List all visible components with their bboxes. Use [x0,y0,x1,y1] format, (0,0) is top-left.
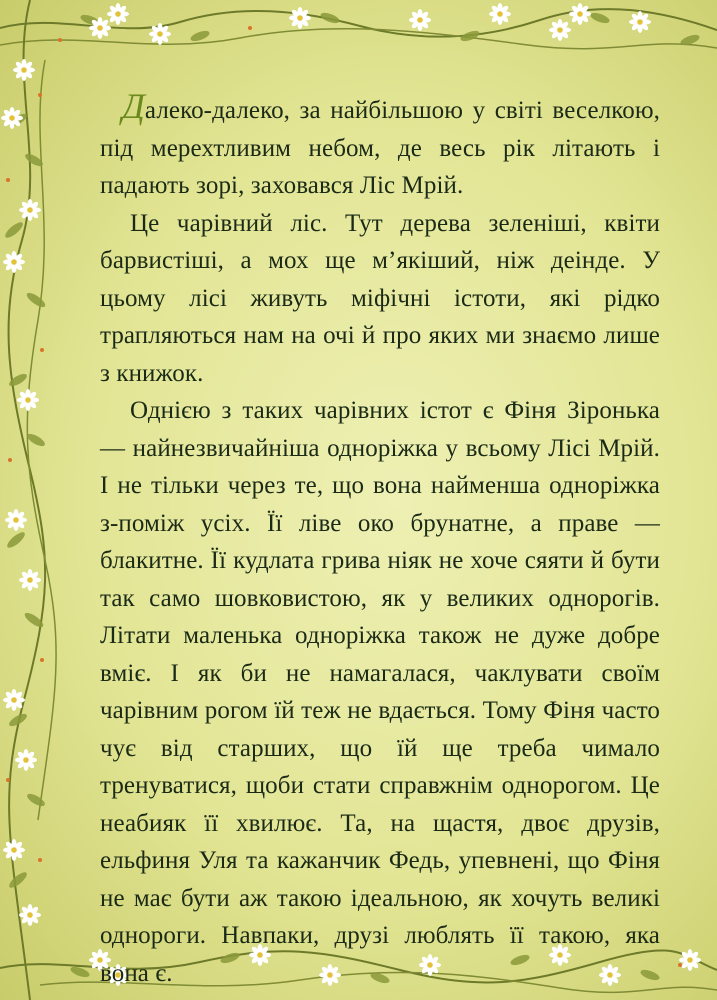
story-text [100,88,660,992]
paragraph-2: Це чарівний ліс. Тут дерева зеленіші, квіти барвистіші, а мох ще м’якіший, ніж деінде. У цьому лісі живуть міфічні істоти, які рідко трапляються нам на очі й про яких ми знаємо лише з книжок. [100,209,660,387]
paragraph-1-text: алеко-далеко, за найбільшою у світі веселкою, під мерехтливим небом, де весь рік літають і падають зорі, заховався Ліс Мрій. [100,97,660,199]
paragraph-1 [100,88,660,205]
drop-cap: Д [122,86,145,126]
paragraph-3: Однією з таких чарівних істот є Фіня Зіронька — найнезвичайніша одноріжка у всьому Лісі Мрій. І не тільки через те, що вона найменша одноріжка з-поміж усіх. Її ліве око брунатне, а праве — блакитне. Її кудлата грива ніяк не хоче сяяти й бути так само шовковистою, як у великих однорогів. Літати маленька одноріжка також не дуже добре вміє. І як би не намагалася, чаклувати своїм чарівним рогом їй теж не вдається. Тому Фіня часто чує від старших, що їй ще треба чимало тренуватися, щоби стати справжнім однорогом. Це неабияк її хвилює. Та, на щастя, двоє друзів, ельфиня Уля та кажанчик Федь, упевнені, що Фіня не має бути аж такою ідеальною, як хочуть великі однороги. Навпаки, друзі люблять її такою, яка вона є. [100,397,660,987]
